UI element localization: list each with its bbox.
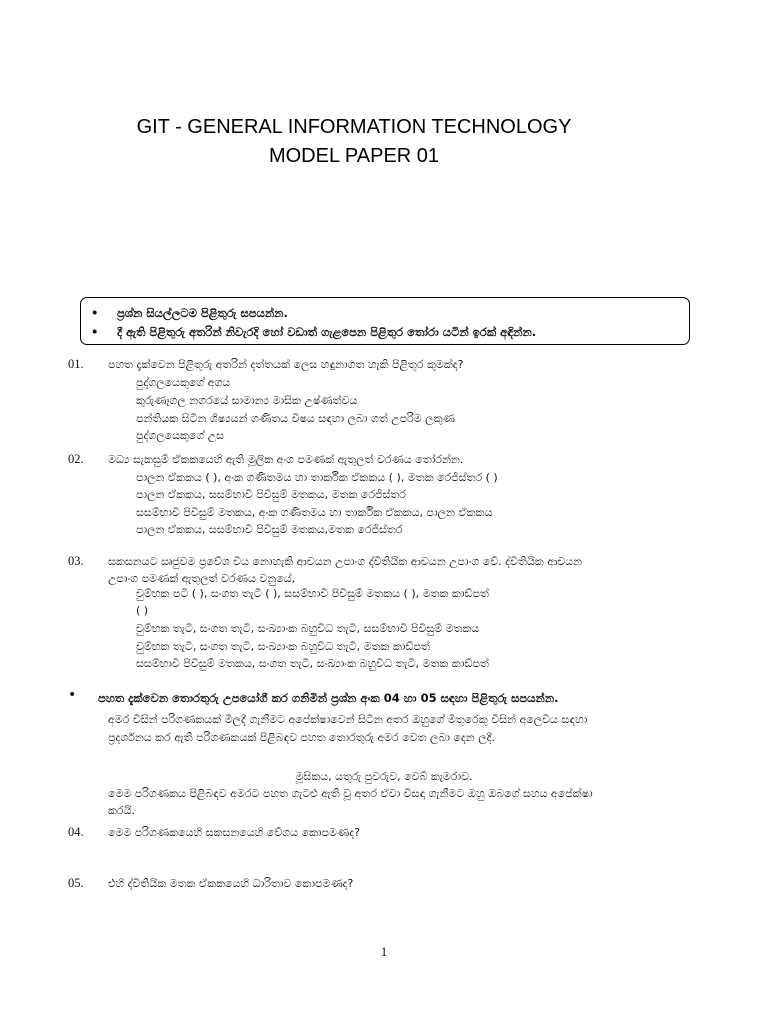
paragraph-line: කරයි. [108, 804, 135, 817]
paper-title: GIT - GENERAL INFORMATION TECHNOLOGY [136, 116, 572, 138]
option[interactable]: පාලන ඒකකය ( ), අංක ගණිතමය හා තාර්කික ඒකකය ( ), මතක රෙජිස්තර ( ) [136, 471, 498, 484]
option[interactable]: චුම්භක තැටි, සංගත තැටි, සංඛ්‍යාංක බහුවිධ තැටි, මතක කාඩ්පත් [136, 640, 430, 653]
bullet-icon: • [68, 687, 77, 703]
option-continuation: ( ) [136, 604, 149, 617]
question-text: උපාංග පමණක් ඇතුලත් වරණය වනුයේ, [108, 572, 296, 585]
paragraph-line: අමර විසින් පරිගණකයක් මිලදී ගැනීමට අපේක්ෂාවෙන් සිටින අතර ඔහුගේ මිතුරෙකු විසින් අලෙවිය සඳහා [108, 713, 588, 726]
question-text: එහි ද්විතියික මතක ඒකකයෙහි ධාරිතාව කොපමණද? [108, 877, 354, 890]
instruction-item: • දී ඇති පිළිතුරු අතරින් නිවැරදි හෝ වඩාත් ගැළපෙන පිළිතුර තෝරා යටින් ඉරක් අඳින්න. [91, 325, 537, 339]
section-heading: පහත දැක්වෙන තොරතුරු උපයෝගී කර ගනිමින් ප්‍රශ්න අංක 04 හා 05 සඳහා පිළිතුරු සපයන්න. [98, 691, 559, 705]
option[interactable]: පාලන ඒකකය, සසම්භාවී පිවිසුම් මතකය, මතක රෙජිස්තර [136, 488, 406, 501]
option[interactable]: පාලන ඒකකය, සසම්භාවී පිවිසුම් මතකය,මතක රෙජිස්තර [136, 523, 403, 536]
question-number: 01. [68, 357, 84, 371]
option[interactable]: සසම්භාවී පිවිසුම් මතකය, සංගත තැටි, සංඛ්‍යාංක බහුවිධ තැටි, මතක කාඩ්පත් [136, 657, 489, 670]
question-text: මධ්‍ය සැකසුම් ඒකකයෙහි ඇති මූලික අංග පමණක් ඇතුලත් වරණය තෝරන්න. [108, 453, 464, 466]
question-number: 05. [68, 876, 84, 890]
option[interactable]: චුම්භක තැටි, සංගත තැටි, සංඛ්‍යාංක බහුවිධ තැටි, සසම්භාවී පිවිසුම් මතකය [136, 622, 480, 635]
paragraph-line: ප්‍රදර්ශනය කර ඇති පරිගණකයක් පිළිබඳව පහත තොරතුරු අමර වෙත ලබා දෙන ලදී. [108, 731, 495, 744]
question-number: 02. [68, 452, 84, 466]
instructions-box [80, 297, 690, 345]
paper-subtitle: MODEL PAPER 01 [268, 145, 440, 167]
bullet-icon: • [91, 325, 99, 339]
bullet-icon: • [91, 306, 99, 320]
paragraph-line: මෙම පරිගණකය පිළිබඳව අමරට පහත ගැටළු ඇති වූ අතර ඒවා විසඳා ගැනීමට ඔහු ඔබගේ සහය අපේක්ෂා [108, 787, 593, 800]
question-text: සකසනයට ඍජුවම ප්‍රවේශ විය නොහැකි ආචයන උපාංග ද්විතියික ආචයන උපාංග වේ. ද්විතියික ආචයන [108, 555, 583, 568]
page-number: 1 [380, 944, 388, 959]
question-number: 03. [68, 554, 84, 568]
question-number: 04. [68, 825, 84, 839]
option[interactable]: පන්තියක සිටින ශිෂ්‍යයන් ගණිතය විෂය සඳහා ලබා ගත් උපරිම ලකුණ [136, 412, 455, 425]
peripheral-list: මූසිකය, යතුරු පුවරුව, වෙබ් කැමරාව. [295, 770, 473, 783]
option[interactable]: කුරුණෑගල නගරයේ සාමාන්‍ය මාසික උෂ්ණත්වය [136, 394, 358, 407]
option[interactable]: සසම්භාවී පිවිසුම් මතකය, අංක ගණිතමය හා තාර්කික ඒකකය, පාලන ඒකකය [136, 506, 493, 519]
option[interactable]: පුද්ගලයෙකුගේ උස [136, 429, 225, 442]
question-text: මෙම පරිගණකයෙහි සකසනයෙහි වේගය කොපමණද? [108, 826, 360, 839]
instruction-item: • ප්‍රශ්න සියල්ලටම පිළිතුරු සපයන්න. [91, 306, 288, 320]
option[interactable]: චුම්භක පටි ( ), සංගත තැටි ( ), සසම්භාවී පිවිසුම් මතකය ( ), මතක කාඩ්පත් [136, 587, 489, 600]
question-text: පහත දැක්වෙන පිළිතුරු අතරින් දත්තයක් ලෙස හඳුනාගත හැකි පිළිතුර කුමක්ද? [108, 358, 464, 371]
option[interactable]: පුද්ගලයෙකුගේ අගය [136, 376, 231, 389]
